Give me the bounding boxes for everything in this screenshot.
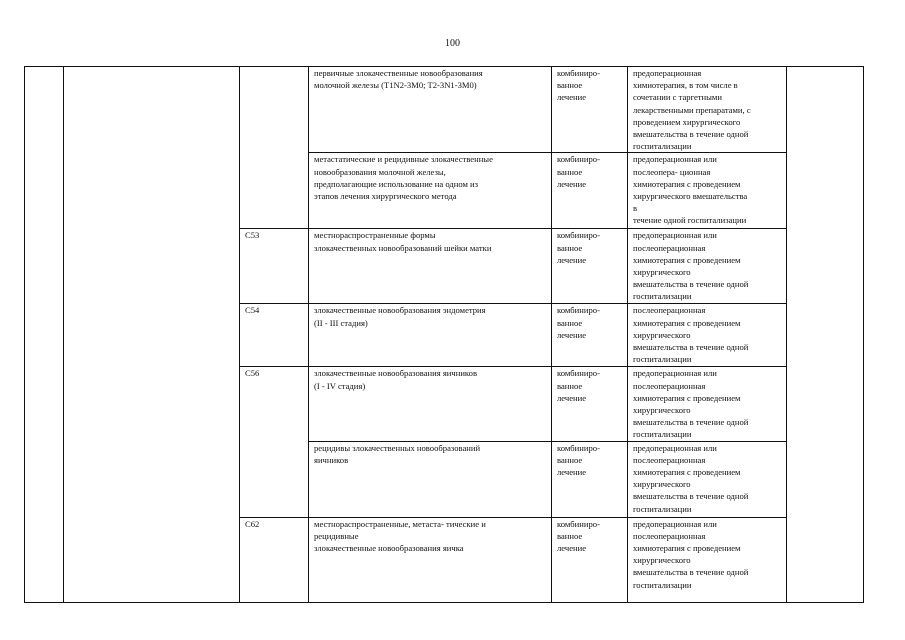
empty-cell-profile xyxy=(64,67,240,603)
method-cell: послеоперационная химиотерапия с проведением хирургического вмешательства в течение одной госпитализации xyxy=(628,304,787,367)
code-cell xyxy=(240,67,309,229)
diagnosis-cell: злокачественные новообразования яичников (I - IV стадия) xyxy=(309,367,552,441)
method-cell: предоперационная или послеоперационная химиотерапия с проведением хирургического вмешательства в течение одной госпитализации xyxy=(628,517,787,602)
code-cell: C62 xyxy=(240,517,309,602)
empty-cell-number xyxy=(25,67,64,603)
diagnosis-cell: злокачественные новообразования эндометрия (II - III стадия) xyxy=(309,304,552,367)
method-cell: предоперационная или послеопера- ционная химиотерапия с проведением хирургического вмешательства в течение одной госпитализации xyxy=(628,153,787,229)
treatment-table xyxy=(24,66,864,603)
code-cell: C53 xyxy=(240,229,309,304)
empty-cell-last xyxy=(787,67,864,603)
treatment-cell: комбиниро- ванное лечение xyxy=(552,229,628,304)
code-cell: C54 xyxy=(240,304,309,367)
method-cell: предоперационная или послеоперационная химиотерапия с проведением хирургического вмешательства в течение одной госпитализации xyxy=(628,441,787,517)
diagnosis-cell: местнораспространенные формы злокачественных новообразований шейки матки xyxy=(309,229,552,304)
treatment-cell: комбиниро- ванное лечение xyxy=(552,67,628,153)
treatment-cell: комбиниро- ванное лечение xyxy=(552,153,628,229)
method-cell: предоперационная химиотерапия, в том числе в сочетании с таргетными лекарственными препаратами, с проведением хирургического вмешательства в течение одной госпитализации xyxy=(628,67,787,153)
code-cell: C56 xyxy=(240,367,309,517)
treatment-cell: комбиниро- ванное лечение xyxy=(552,367,628,441)
method-cell: предоперационная или послеоперационная химиотерапия с проведением хирургического вмешательства в течение одной госпитализации xyxy=(628,367,787,441)
page-number: 100 xyxy=(445,38,460,49)
treatment-cell: комбиниро- ванное лечение xyxy=(552,441,628,517)
table-row xyxy=(25,67,864,153)
diagnosis-cell: первичные злокачественные новообразования молочной железы (T1N2-3M0; T2-3N1-3M0) xyxy=(309,67,552,153)
diagnosis-cell: метастатические и рецидивные злокачественные новообразования молочной железы, предполагающие использование на одном из этапов лечения хирургического метода xyxy=(309,153,552,229)
treatment-cell: комбиниро- ванное лечение xyxy=(552,304,628,367)
diagnosis-cell: рецидивы злокачественных новообразований яичников xyxy=(309,441,552,517)
method-cell: предоперационная или послеоперационная химиотерапия с проведением хирургического вмешательства в течение одной госпитализации xyxy=(628,229,787,304)
diagnosis-cell: местнораспространенные, метаста- тические и рецидивные злокачественные новообразования яичка xyxy=(309,517,552,602)
treatment-cell: комбиниро- ванное лечение xyxy=(552,517,628,602)
